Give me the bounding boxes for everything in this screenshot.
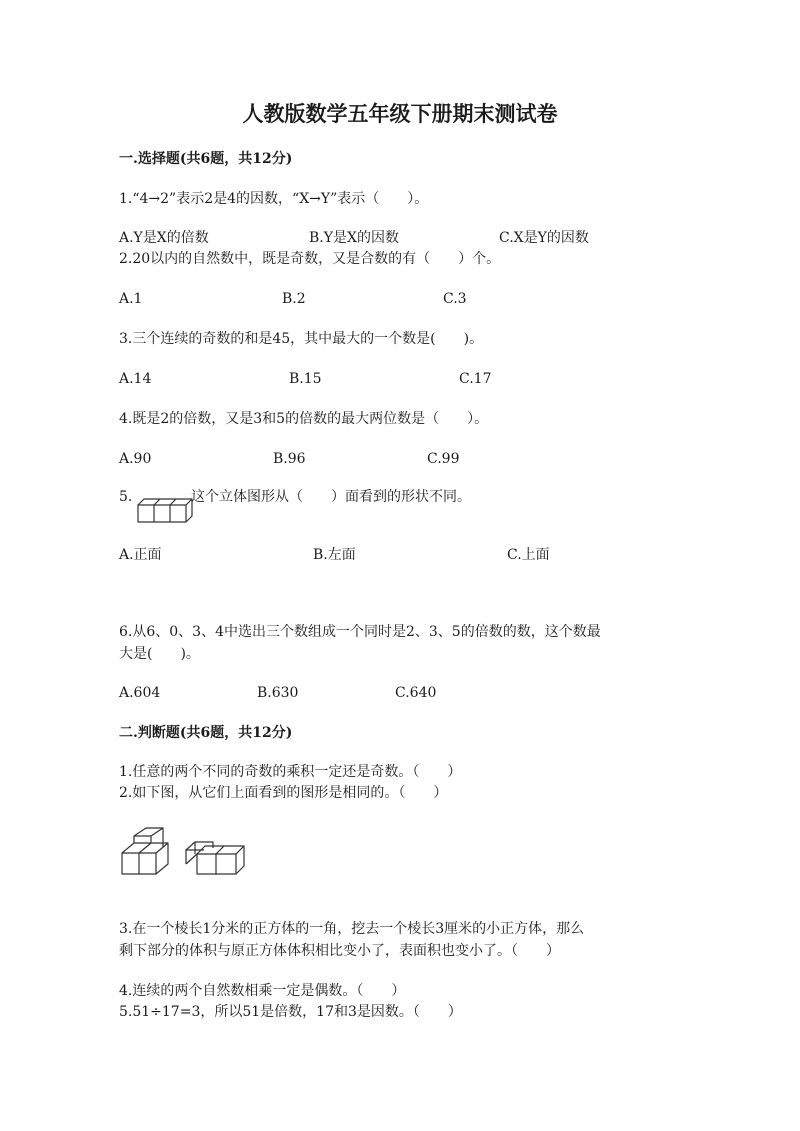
- question-5-option-a: A.正面: [119, 547, 162, 563]
- question-4-option-a: A.90: [119, 451, 152, 467]
- judgement-3-text-line1: 3.在一个棱长1分米的正方体的一角，挖去一个棱长3厘米的小正方体，那么: [119, 921, 585, 937]
- question-6-option-c: C.640: [395, 685, 437, 701]
- judgement-1-text: 1.任意的两个不同的奇数的乘积一定还是奇数。（ ）: [119, 764, 462, 780]
- question-1-option-c: C.X是Y的因数: [499, 230, 589, 246]
- question-2-option-c: C.3: [443, 291, 467, 307]
- cube-stack-figure-right: [185, 840, 241, 878]
- question-2-option-b: B.2: [282, 291, 306, 307]
- question-3-option-c: C.17: [459, 371, 492, 387]
- question-3-option-a: A.14: [119, 371, 152, 387]
- judgement-2-text: 2.如下图，从它们上面看到的图形是相同的。（ ）: [119, 785, 448, 801]
- judgement-5-text: 5.51÷17=3，所以51是倍数，17和3是因数。（ ）: [119, 1004, 462, 1020]
- judgement-4-text: 4.连续的两个自然数相乘一定是偶数。（ ）: [119, 983, 406, 999]
- question-5-option-b: B.左面: [313, 547, 356, 563]
- question-6-option-a: A.604: [119, 685, 161, 701]
- question-4-option-b: B.96: [273, 451, 306, 467]
- question-6-text-line1: 6.从6、0、3、4中选出三个数组成一个同时是2、3、5的倍数的数，这个数最: [119, 624, 601, 640]
- section-heading-choice: 一.选择题(共6题，共12分): [119, 151, 293, 167]
- question-1-option-b: B.Y是X的因数: [309, 230, 399, 246]
- question-5-number: 5.: [119, 489, 133, 505]
- section-heading-judgement: 二.判断题(共6题，共12分): [119, 725, 293, 741]
- question-3-text: 3.三个连续的奇数的和是45，其中最大的一个数是( )。: [119, 331, 484, 347]
- question-4-text: 4.既是2的倍数，又是3和5的倍数的最大两位数是（ ）。: [119, 411, 489, 427]
- question-1-text: 1.“4→2”表示2是4的因数，“X→Y”表示（ ）。: [119, 191, 429, 207]
- question-6-text-line2: 大是( )。: [119, 646, 200, 662]
- question-5-option-c: C.上面: [507, 547, 550, 563]
- judgement-3-text-line2: 剩下部分的体积与原正方体体积相比变小了，表面积也变小了。（ ）: [119, 943, 560, 959]
- question-3-option-b: B.15: [289, 371, 322, 387]
- question-2-option-a: A.1: [119, 291, 143, 307]
- question-1-option-a: A.Y是X的倍数: [119, 230, 209, 246]
- question-5-text: 这个立体图形从（ ）面看到的形状不同。: [191, 489, 471, 505]
- question-2-text: 2.20以内的自然数中，既是奇数，又是合数的有（ ）个。: [119, 251, 501, 267]
- cube-stack-figure-left: [121, 835, 173, 877]
- page-title: 人教版数学五年级下册期末测试卷: [242, 101, 558, 126]
- question-4-option-c: C.99: [427, 451, 460, 467]
- three-cubes-figure: [137, 495, 193, 527]
- question-6-option-b: B.630: [257, 685, 299, 701]
